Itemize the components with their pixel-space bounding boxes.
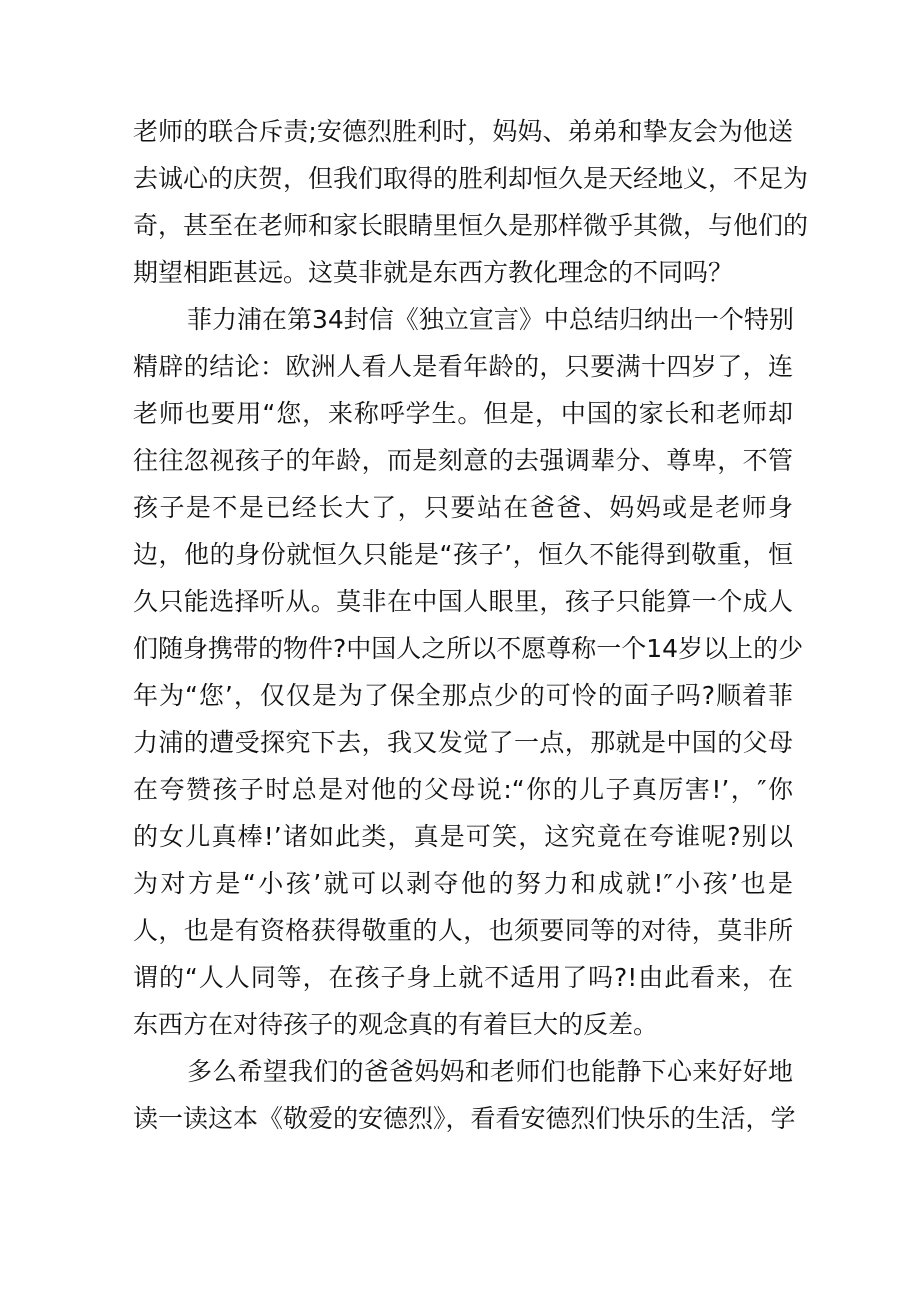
paragraph-line: 老师也要用“您，来称呼学生。但是，中国的家长和老师却 — [133, 399, 793, 428]
paragraph-line: 的女儿真棒!’诸如此类，真是可笑，这究竟在夸谁呢?别以 — [133, 822, 793, 851]
paragraph-line: 年为“您’，仅仅是为了保全那点少的可怜的面子吗?顺着菲 — [133, 681, 793, 710]
paragraph-line: 精辟的结论：欧洲人看人是看年龄的，只要满十四岁了，连 — [133, 352, 793, 381]
paragraph-line: 期望相距甚远。这莫非就是东西方教化理念的不同吗？ — [133, 258, 734, 287]
body-text — [133, 108, 809, 1142]
paragraph-line: 东西方在对待孩子的观念真的有着巨大的反差。 — [133, 1010, 659, 1039]
paragraph-line: 孩子是不是已经长大了，只要站在爸爸、妈妈或是老师身 — [133, 493, 793, 522]
paragraph-line: 为对方是“小孩’就可以剥夺他的努力和成就!″小孩’也是 — [133, 869, 793, 898]
paragraph-line: 在夸赞孩子时总是对他的父母说:“你的儿子真厉害!’，″你 — [133, 775, 793, 804]
paragraph-line: 们随身携带的物件?中国人之所以不愿尊称一个14岁以上的少 — [133, 634, 804, 663]
paragraph-line: 去诚心的庆贺，但我们取得的胜利却恒久是天经地义，不足为 — [133, 164, 809, 193]
paragraph-line: 边，他的身份就恒久只能是“孩子’，恒久不能得到敬重，恒 — [133, 540, 793, 569]
paragraph-line: 谓的“人人同等，在孩子身上就不适用了吗?!由此看来，在 — [133, 963, 793, 992]
paragraph-line: 读一读这本《敬爱的安德烈》，看看安德烈们快乐的生活，学 — [133, 1104, 796, 1133]
paragraph-line: 人，也是有资格获得敬重的人，也须要同等的对待，莫非所 — [133, 916, 793, 945]
paragraph-line: 老师的联合斥责;安德烈胜利时，妈妈、弟弟和挚友会为他送 — [133, 117, 793, 146]
paragraph-line: 奇，甚至在老师和家长眼睛里恒久是那样微乎其微，与他们的 — [133, 211, 809, 240]
paragraph-line: 多么希望我们的爸爸妈妈和老师们也能静下心来好好地 — [187, 1057, 793, 1086]
paragraph-line: 往往忽视孩子的年龄，而是刻意的去强调辈分、尊卑，不管 — [133, 446, 793, 475]
paragraph-line: 久只能选择听从。莫非在中国人眼里，孩子只能算一个成人 — [133, 587, 793, 616]
paragraph-line: 力浦的遭受探究下去，我又发觉了一点，那就是中国的父母 — [133, 728, 793, 757]
paragraph-line: 菲力浦在第34封信《独立宣言》中总结归纳出一个特别 — [187, 305, 794, 334]
